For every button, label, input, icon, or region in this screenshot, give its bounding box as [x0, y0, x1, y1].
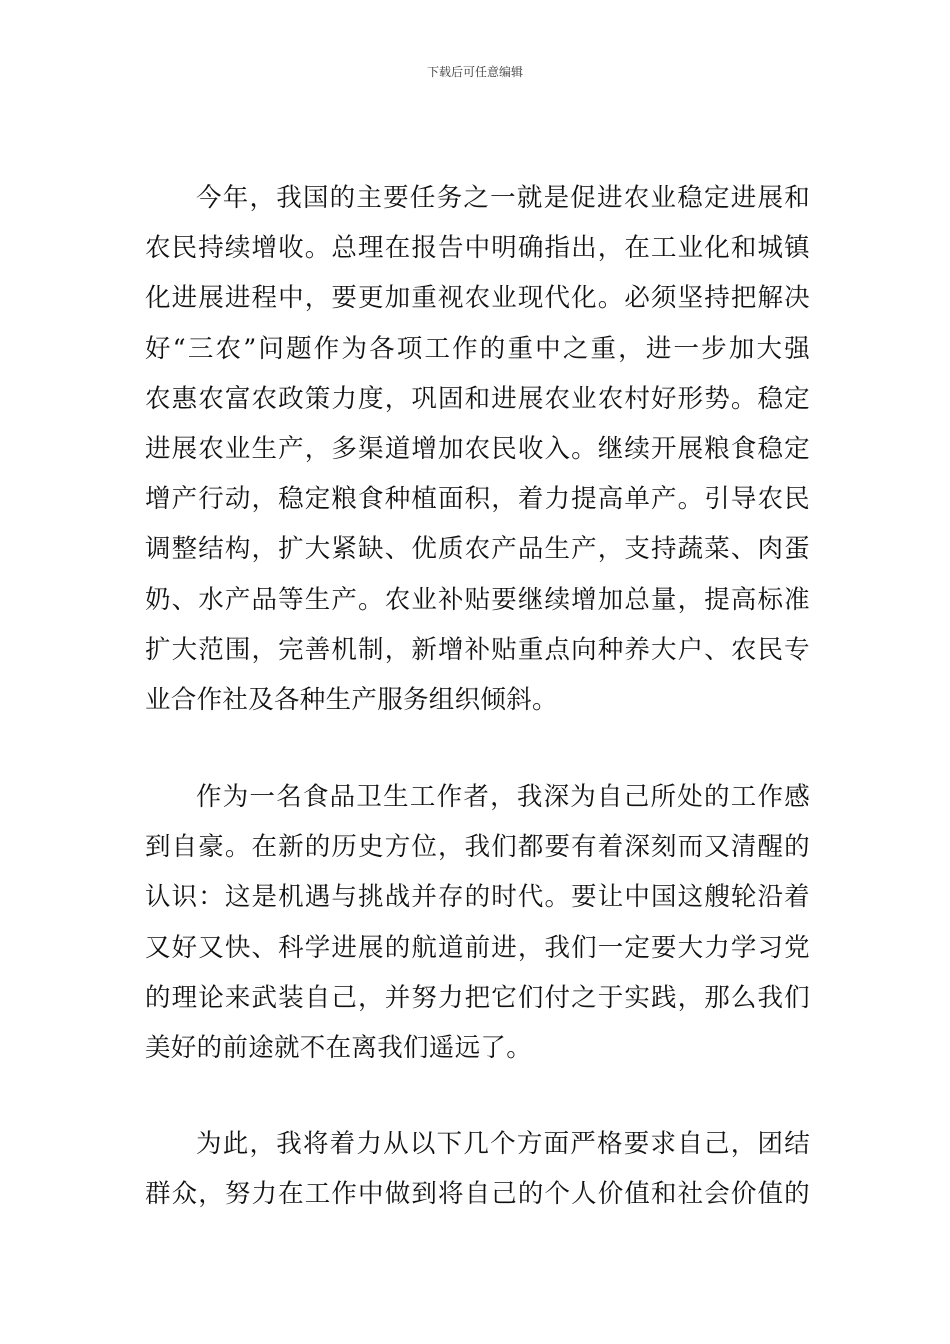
paragraph-line: 为此，我将着力从以下几个方面严格要求自己，团结: [196, 1129, 810, 1159]
paragraph-1: [145, 173, 810, 725]
paragraph-line: 作为一名食品卫生工作者，我深为自己所处的工作感: [196, 782, 810, 812]
paragraph-line: 调整结构，扩大紧缺、优质农产品生产，支持蔬菜、肉蛋: [145, 534, 810, 565]
paragraph-3: [145, 1119, 810, 1219]
paragraph-line: 群众，努力在工作中做到将自己的个人价值和社会价值的: [145, 1179, 810, 1210]
paragraph-line: 业合作社及各种生产服务组织倾斜。: [145, 684, 558, 715]
paragraph-line: 扩大范围，完善机制，新增补贴重点向种养大户、农民专: [145, 634, 810, 665]
paragraph-line: 又好又快、科学进展的航道前进，我们一定要大力学习党: [145, 932, 810, 963]
paragraph-line: 美好的前途就不在离我们遥远了。: [145, 1032, 533, 1063]
paragraph-line: 进展农业生产，多渠道增加农民收入。继续开展粮食稳定: [145, 433, 810, 464]
paragraph-line: 好“三农”问题作为各项工作的重中之重，进一步加大强: [145, 333, 810, 364]
paragraph-line: 农惠农富农政策力度，巩固和进展农业农村好形势。稳定: [145, 383, 810, 414]
paragraph-line: 奶、水产品等生产。农业补贴要继续增加总量，提高标准: [145, 584, 810, 615]
paragraph-line: 农民持续增收。总理在报告中明确指出，在工业化和城镇: [145, 233, 810, 264]
paragraph-line: 到自豪。在新的历史方位，我们都要有着深刻而又清醒的: [145, 832, 810, 863]
paragraph-line: 今年，我国的主要任务之一就是促进农业稳定进展和: [196, 183, 810, 213]
paragraph-line: 增产行动，稳定粮食种植面积，着力提高单产。引导农民: [145, 484, 810, 515]
paragraph-2: [145, 772, 810, 1073]
paragraph-line: 化进展进程中，要更加重视农业现代化。必须坚持把解决: [145, 283, 810, 314]
paragraph-line: 的理论来武装自己，并努力把它们付之于实践，那么我们: [145, 982, 810, 1013]
header-note: 下载后可任意编辑: [426, 65, 523, 79]
paragraph-line: 认识：这是机遇与挑战并存的时代。要让中国这艘轮沿着: [145, 882, 810, 913]
